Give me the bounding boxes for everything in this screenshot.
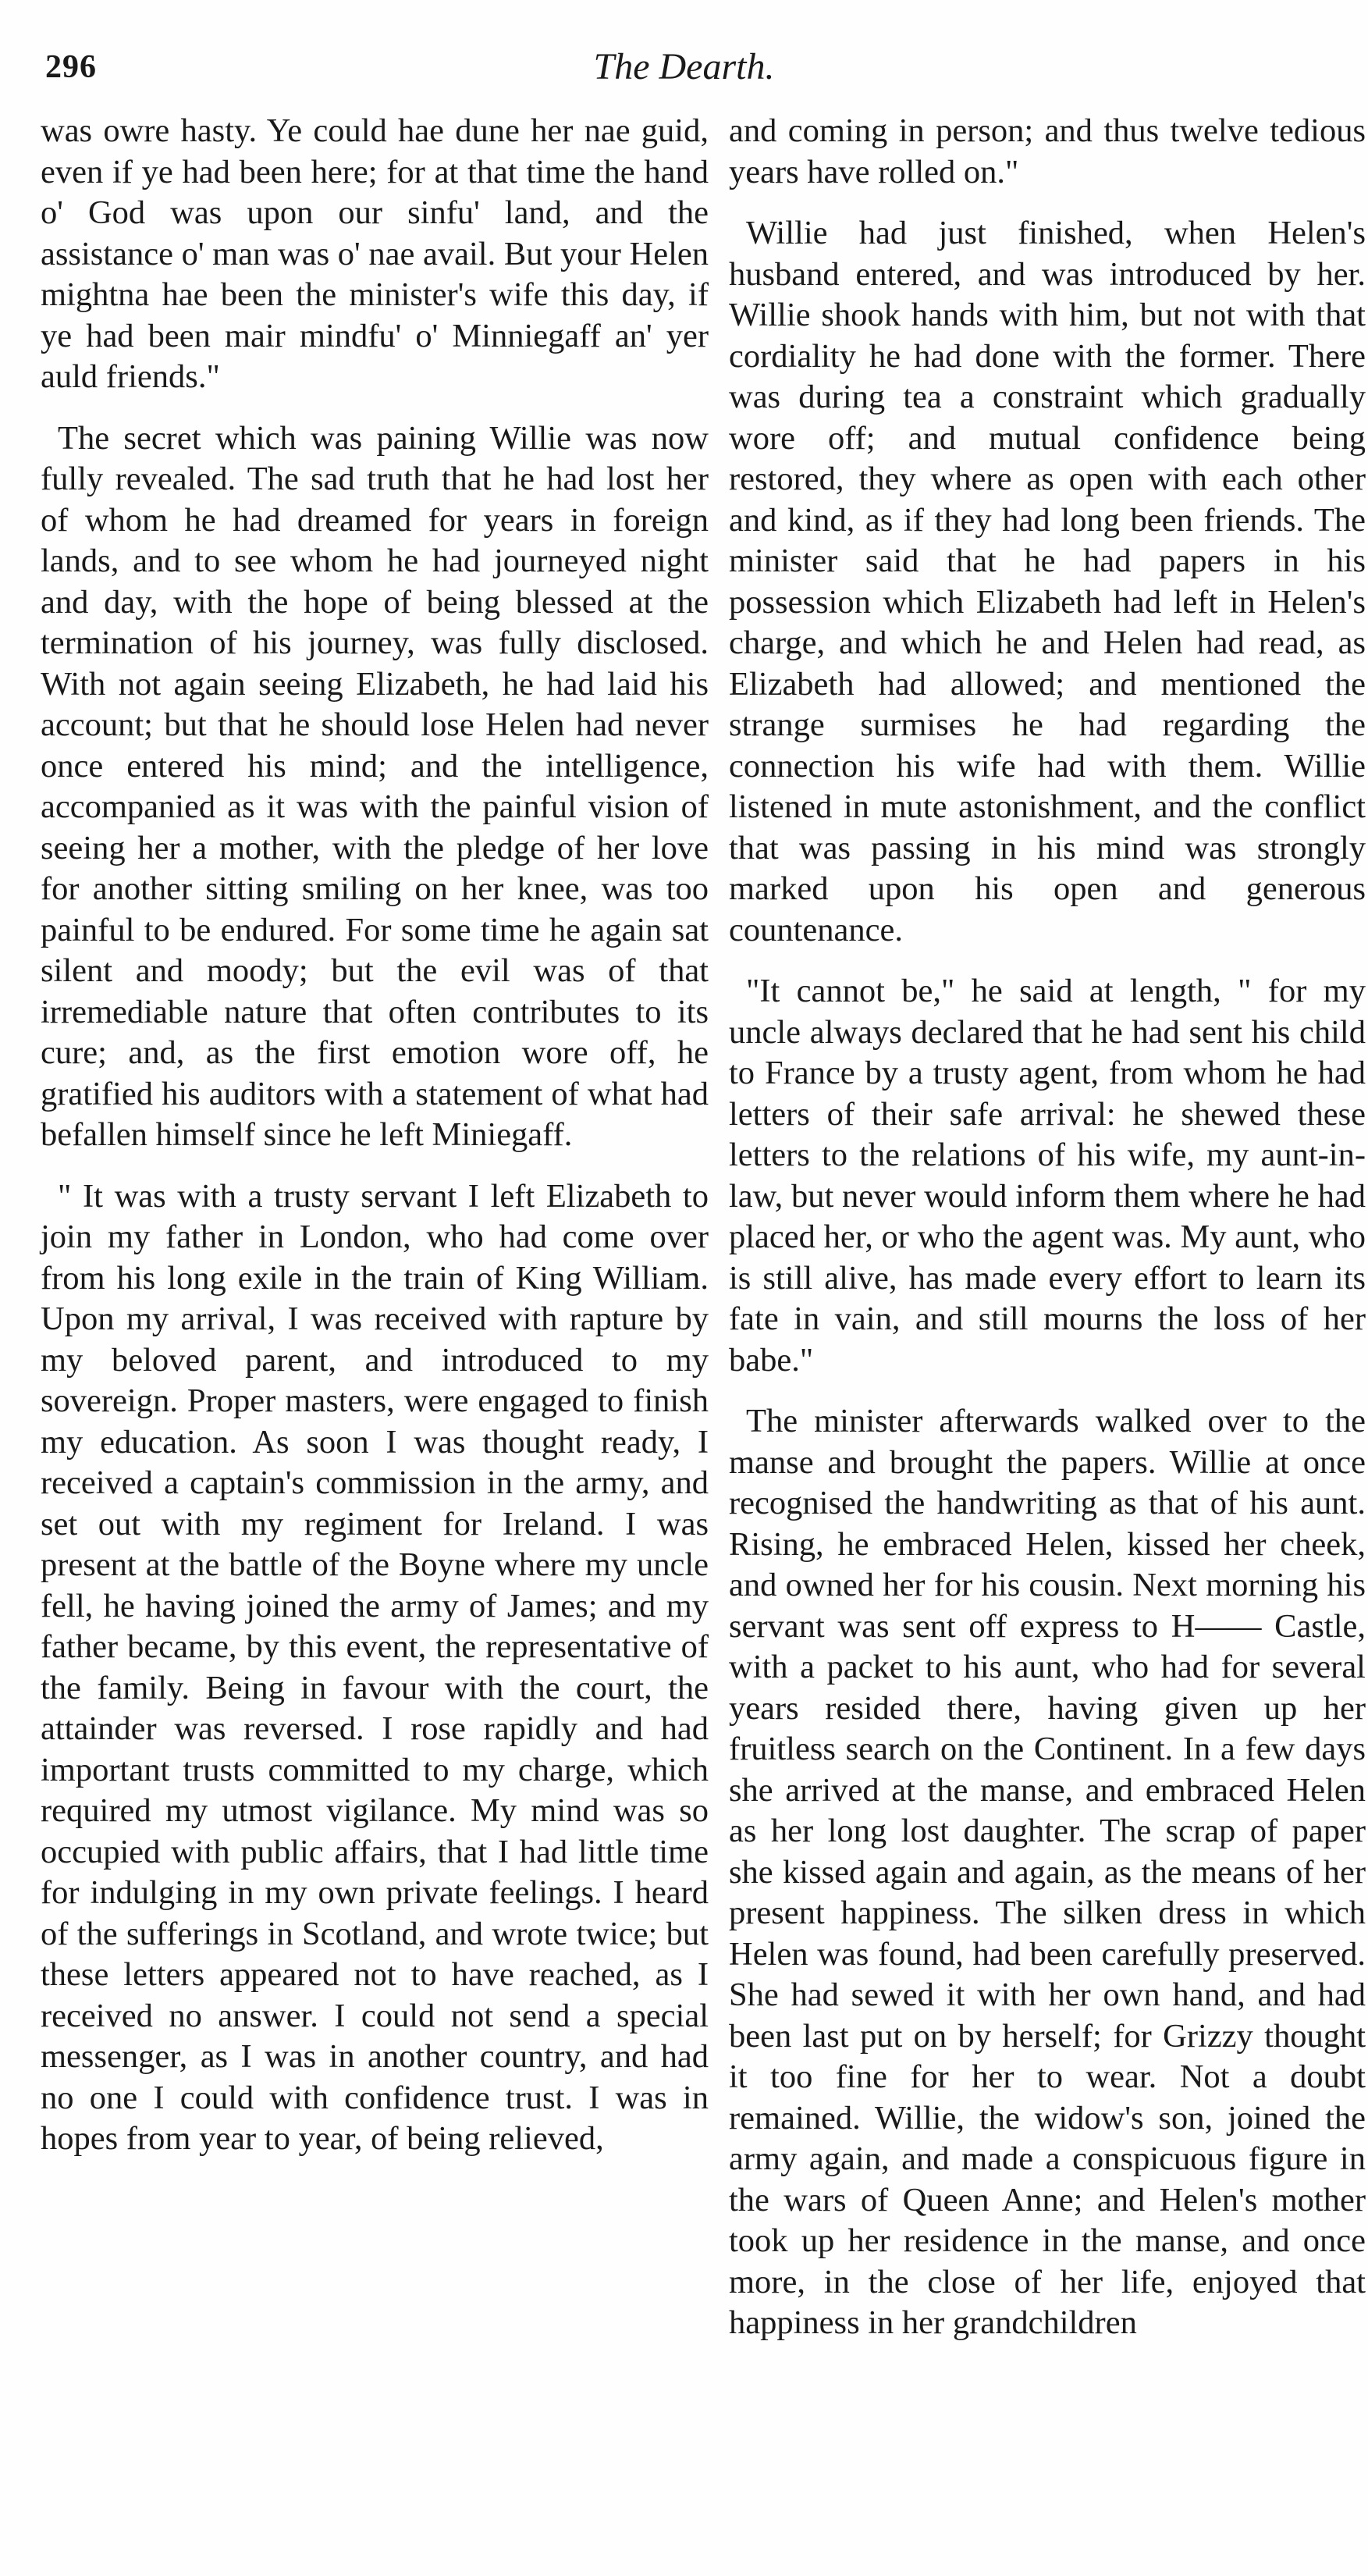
paragraph: Willie had just finished, when Helen's husband entered, and was introduced by her. Willie shook hands with him, but not with that cordiality he had done with the former. There was during tea a constraint which gradually wore off; and mutual confidence being restored, they where as open with each other and kind, as if they had long been friends. The minister said that he had papers in his possession which Elizabeth had left in Helen's charge, and which he and Helen had read, as Elizabeth had allowed; and mentioned the strange surmises he had regarding the connection his wife had with them. Willie listened in mute astonishment, and the conflict that was passing in his mind was strongly marked upon his open and generous countenance.: [729, 215, 1366, 948]
paragraph: The minister afterwards walked over to the manse and brought the papers. Willie at once recognised the handwriting as that of his aunt. Rising, he embraced Helen, kissed her cheek, and owned her for his cousin. Next morning his servant was sent off express to H—— Castle, with a packet to his aunt, who had for several years resided there, having given up her fruitless search on the Continent. In a few days she arrived at the manse, and embraced Helen as her long lost daughter. The scrap of paper she kissed again and again, as the means of her present happiness. The silken dress in which Helen was found, had been carefully preserved. She had sewed it with her own hand, and had been last put on by herself; for Grizzy thought it too fine for her to wear. Not a doubt remained. Willie, the widow's son, joined the army again, and made a conspicuous figure in the wars of Queen Anne; and Helen's mother took up her residence in the manse, and once more, in the close of her life, enjoyed that happiness in her grandchildren: [729, 1403, 1366, 2341]
left-column: [41, 111, 709, 2160]
right-column: [729, 111, 1366, 2344]
running-title: The Dearth.: [593, 46, 775, 87]
paragraph: "It cannot be," he said at length, " for my uncle always declared that he had sent his child to France by a trusty agent, from whom he had letters of their safe arrival: he shewed these letters to the relations of his wife, my aunt-in-law, but never would inform them where he had placed her, or who the agent was. My aunt, who is still alive, has made every effort to learn its fate in vain, and still mourns the loss of her babe.": [729, 973, 1366, 1379]
paragraph: The secret which was paining Willie was now fully revealed. The sad truth that he had lost her of whom he had dreamed for years in foreign lands, and to see whom he had journeyed night and day, with the hope of being blessed at the termination of his journey, was fully disclosed. With not again seeing Elizabeth, he had laid his account; but that he should lose Helen had never once entered his mind; and the intelligence, accompanied as it was with the painful vision of seeing her a mother, with the pledge of her love for another sitting smiling on her knee, was too painful to be endured. For some time he again sat silent and moody; but the evil was of that irremediable nature that often contributes to its cure; and, as the first emotion wore off, he gratified his auditors with a statement of what had befallen himself since he left Miniegaff.: [41, 419, 709, 1153]
paragraph: and coming in person; and thus twelve tedious years have rolled on.": [729, 112, 1366, 190]
page-number: 296: [45, 49, 97, 85]
paragraph: was owre hasty. Ye could hae dune her nae guid, even if ye had been here; for at that time the hand o' God was upon our sinfu' land, and the assistance o' man was o' nae avail. But your Helen mightna hae been the minister's wife this day, if ye had been mair mindfu' o' Minniegaff an' yer auld friends.": [41, 112, 709, 395]
paragraph: " It was with a trusty servant I left Elizabeth to join my father in London, who had come over from his long exile in the train of King William. Upon my arrival, I was received with rapture by my beloved parent, and introduced to my sovereign. Proper masters, were engaged to finish my education. As soon I was thought ready, I received a captain's commission in the army, and set out with my regiment for Ireland. I was present at the battle of the Boyne where my uncle fell, he having joined the army of James; and my father became, by this event, the representative of the family. Being in favour with the court, the attainder was reversed. I rose rapidly and had important trusts committed to my charge, which required my utmost vigilance. My mind was so occupied with public affairs, that I had little time for indulging in my own private feelings. I heard of the sufferings in Scotland, and wrote twice; but these letters appeared not to have reached, as I received no answer. I could not send a special messenger, as I was in another country, and had no one I could with confidence trust. I was in hopes from year to year, of being relieved,: [41, 1177, 709, 2157]
